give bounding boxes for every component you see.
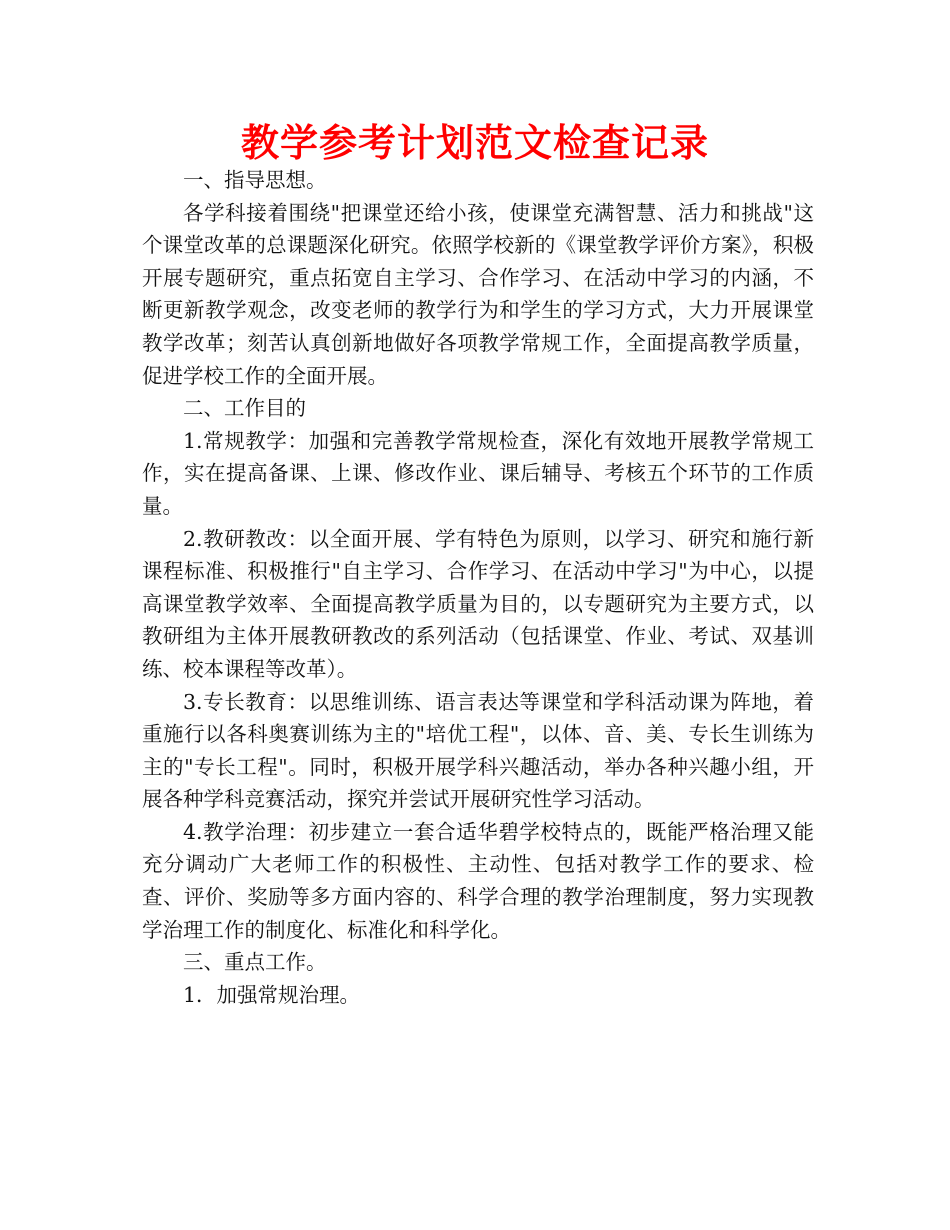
section-heading-guiding-ideology: 一、指导思想。	[183, 168, 327, 192]
section-heading-key-work: 三、重点工作。	[183, 950, 327, 975]
paragraph-strengthen-routine: 1．加强常规治理。	[183, 982, 361, 1007]
document-title: 教学参考计划范文检查记录	[240, 121, 709, 165]
paragraph-teaching-research: 2.教研教改：以全面开展、学有特色为原则，以学习、研究和施行新课程标准、积极推行"自主学习、合作学习、在活动中学习"为中心，以提高课堂教学效率、全面提高教学质量为目的，以专题研究为主要方式，以教研组为主体开展教研教改的系列活动（包括课堂、作业、考试、双基训练、校本课程等改革）。	[142, 526, 814, 681]
paragraph-teaching-management: 4.教学治理：初步建立一套合适华碧学校特点的，既能严格治理又能充分调动广大老师工作的积极性、主动性、包括对教学工作的要求、检查、评价、奖励等多方面内容的、科学合理的教学治理制度，努力实现教学治理工作的制度化、标准化和科学化。	[142, 819, 814, 942]
section-heading-work-goals: 二、工作目的	[183, 396, 306, 421]
paragraph-specialty-education: 3.专长教育：以思维训练、语言表达等课堂和学科活动课为阵地，着重施行以各科奥赛训练为主的"培优工程"，以体、音、美、专长生训练为主的"专长工程"。同时，积极开展学科兴趣活动，举办各种兴趣小组，开展各种学科竞赛活动，探究并尝试开展研究性学习活动。	[142, 689, 814, 812]
paragraph-routine-teaching: 1.常规教学：加强和完善教学常规检查，深化有效地开展教学常规工作，实在提高备课、上课、修改作业、课后辅导、考核五个环节的工作质量。	[142, 428, 814, 518]
paragraph-guiding-ideology: 各学科接着围绕"把课堂还给小孩，使课堂充满智慧、活力和挑战"这个课堂改革的总课题深化研究。依照学校新的《课堂教学评价方案》，积极开展专题研究，重点拓宽自主学习、合作学习、在活动中学习的内涵，不断更新教学观念，改变老师的教学行为和学生的学习方式，大力开展课堂教学改革；刻苦认真创新地做好各项教学常规工作，全面提高教学质量，促进学校工作的全面开展。	[142, 200, 814, 388]
document-body	[142, 164, 814, 1011]
